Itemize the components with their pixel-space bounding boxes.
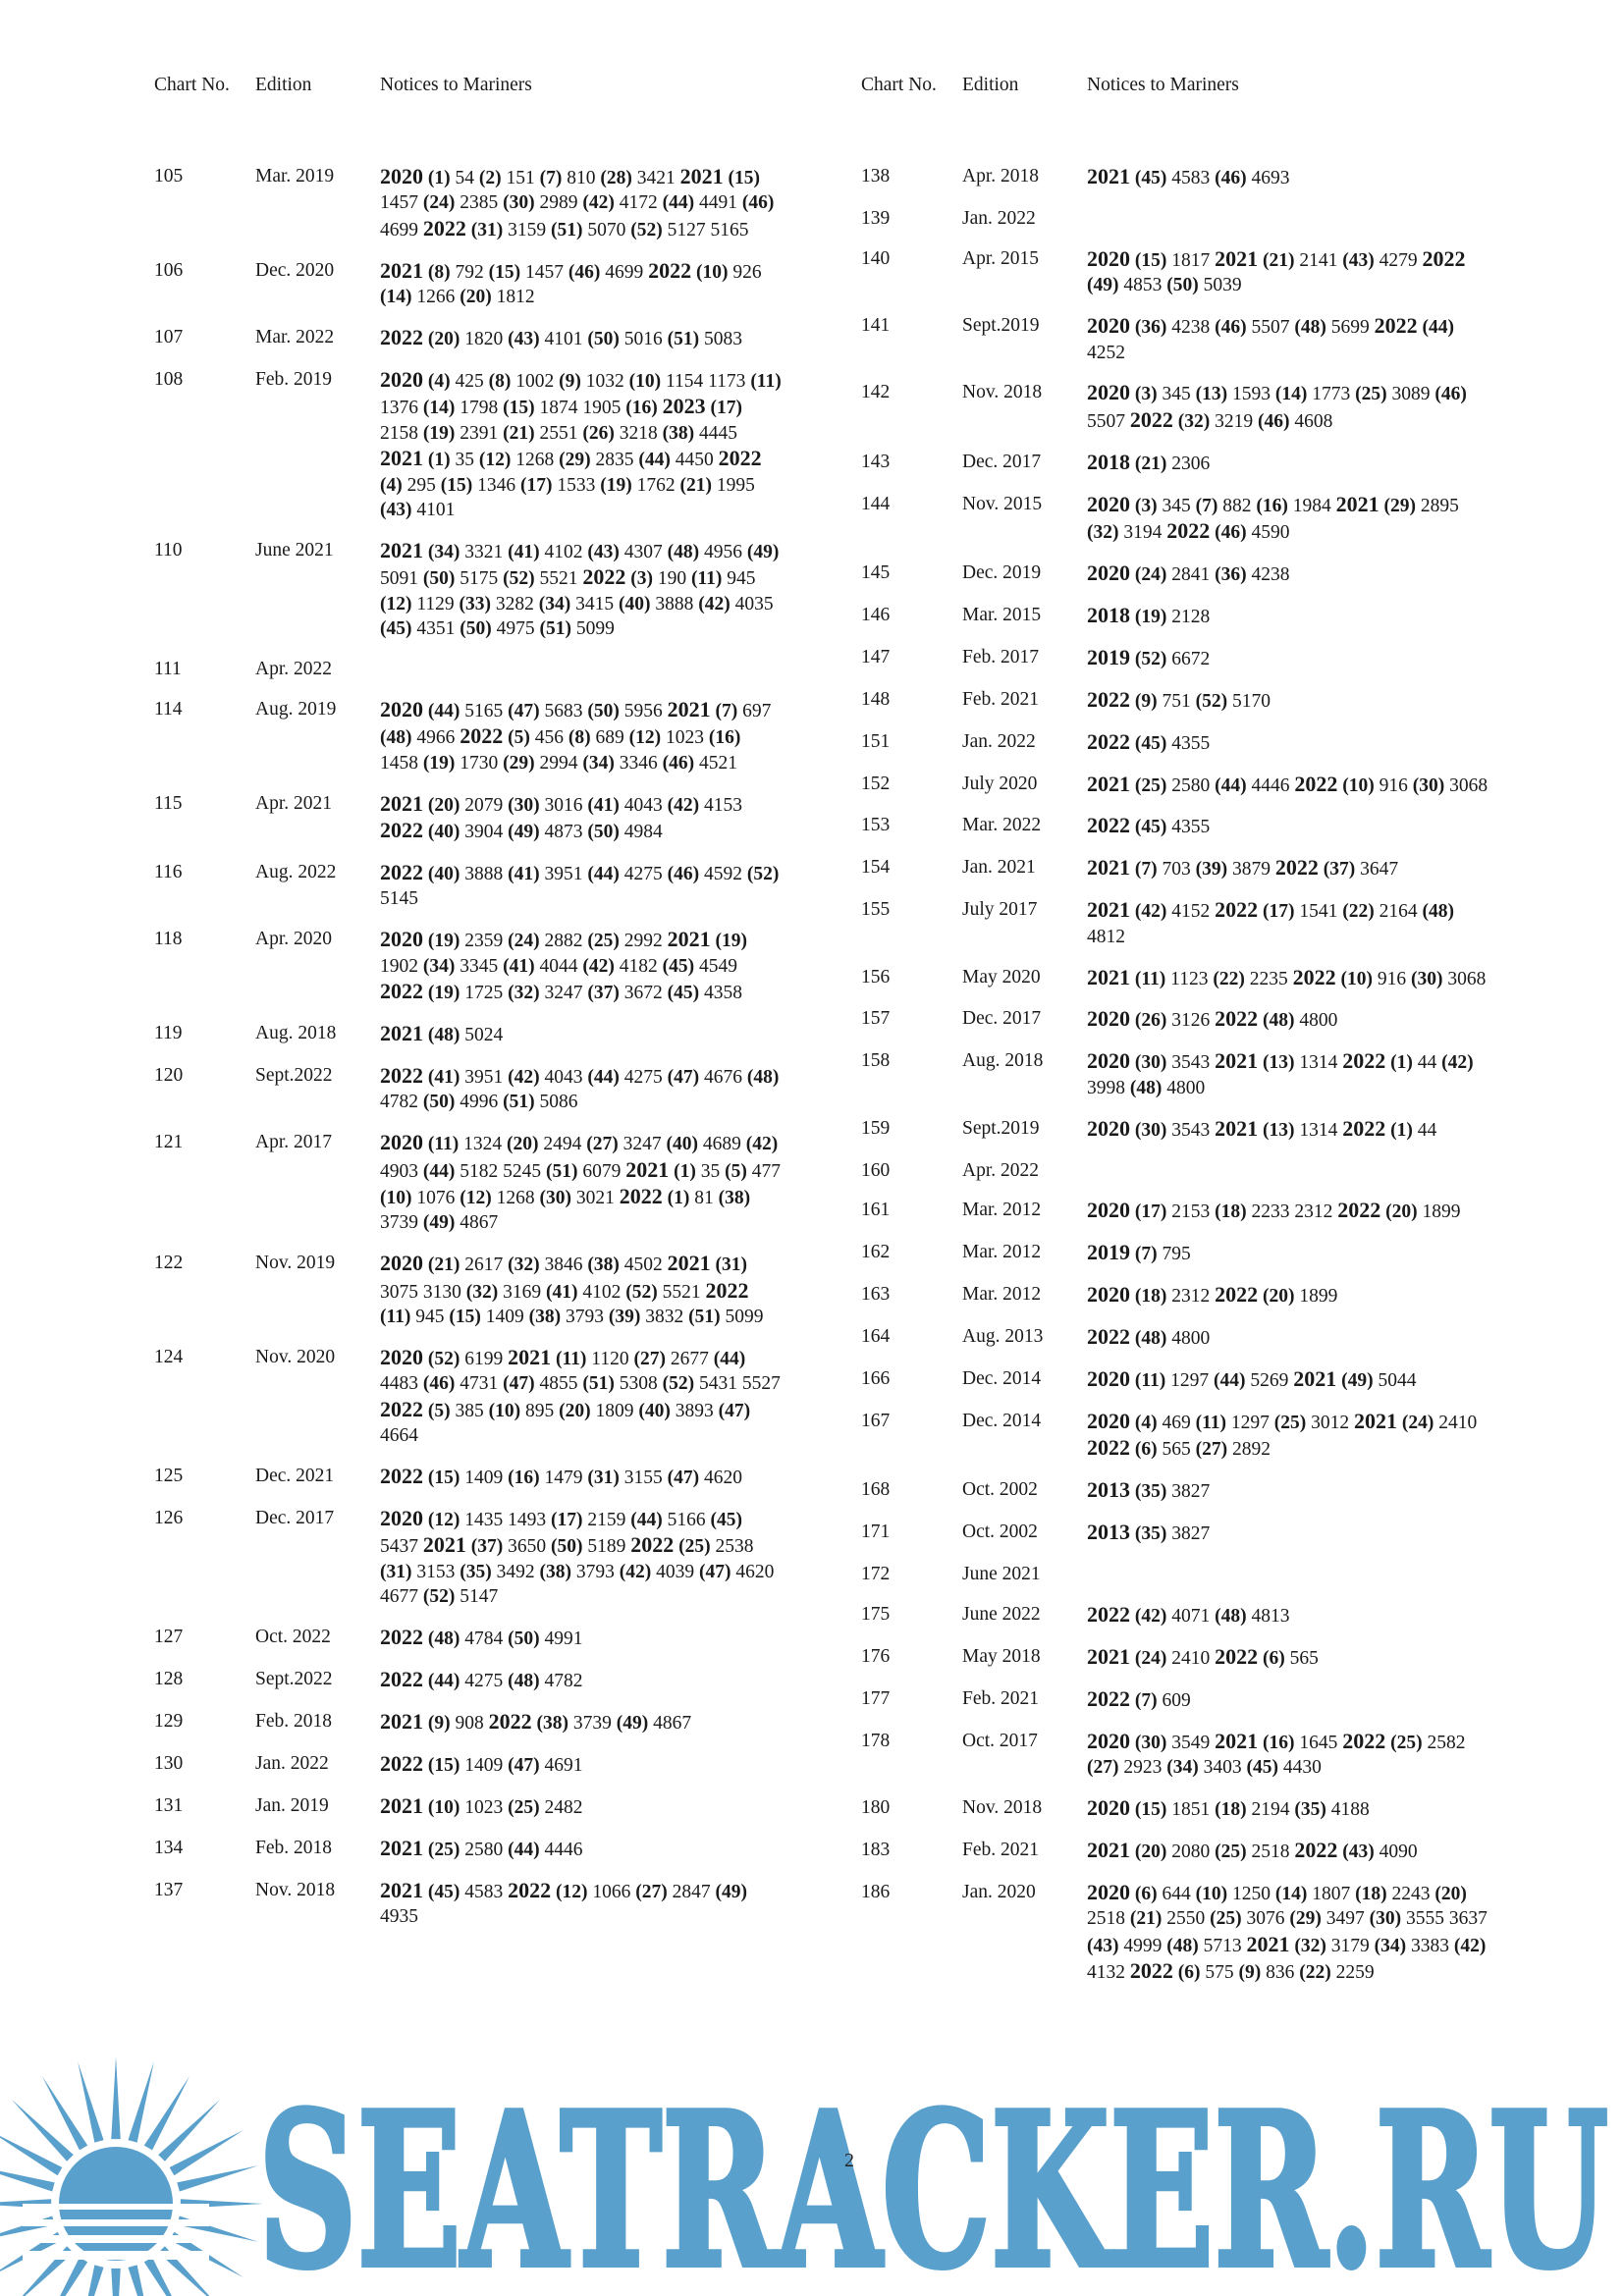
edition-date: Mar. 2012 xyxy=(962,1242,1042,1263)
chart-number: 161 xyxy=(861,1200,891,1221)
edition-date: Dec. 2017 xyxy=(962,1008,1042,1030)
chart-row xyxy=(861,1477,1489,1504)
chart-row xyxy=(861,313,1489,365)
notices-list: 2020 (17) 2153 (18) 2233 2312 2022 (20) 1899 xyxy=(1087,1198,1461,1223)
edition-date: May 2020 xyxy=(962,966,1041,988)
notices-list: 2022 (48) 4800 xyxy=(1087,1324,1211,1350)
chart-number: 122 xyxy=(154,1253,184,1274)
chart-number: 153 xyxy=(861,815,891,836)
table-header xyxy=(154,73,783,122)
notices-list: 2020 (6) 644 (10) 1250 (14) 1807 (18) 2243 (20) 2518 (21) 2550 (25) 3076 (29) 3497 (30) 3555 3637 (43) 4999 (48) 5713 2021 (32) 3179 (34) 3383 (42) 4132 2022 (6) 575 (9) 836 (22) 2259 xyxy=(1087,1879,1488,1984)
notices-list: 2021 (20) 2080 (25) 2518 2022 (43) 4090 xyxy=(1087,1837,1418,1862)
edition-date: Oct. 2002 xyxy=(962,1479,1038,1501)
sun-ray xyxy=(128,2061,153,2143)
watermark xyxy=(0,2056,1623,2296)
notices-list: 2018 (21) 2306 xyxy=(1087,449,1211,474)
right-column xyxy=(861,73,1489,2001)
edition-date: July 2017 xyxy=(962,899,1038,921)
edition-date: Apr. 2015 xyxy=(962,247,1039,269)
chart-row xyxy=(154,1345,783,1449)
chart-number: 183 xyxy=(861,1839,891,1860)
notices-list: 2020 (4) 425 (8) 1002 (9) 1032 (10) 1154 1173 (11) 1376 (14) 1798 (15) 1874 1905 (16) 2023 (17) 2158 (19) 2391 (21) 2551 (26) 3218 (38) 4445 2021 (1) 35 (12) 1268 (29) 2835 (44) 4450 2022 (4) 295 (15) 1346 (17) 1533 (19) 1762 (21) 1995 (43) 4101 xyxy=(380,366,782,520)
header-notices: Notices to Mariners xyxy=(1087,75,1239,95)
edition-date: Sept.2022 xyxy=(255,1669,333,1690)
chart-number: 180 xyxy=(861,1797,891,1819)
notices-list: 2022 (48) 4784 (50) 4991 xyxy=(380,1625,583,1650)
chart-number: 148 xyxy=(861,688,891,710)
chart-row xyxy=(861,1838,1489,1864)
chart-number: 140 xyxy=(861,247,891,269)
chart-row xyxy=(861,561,1489,587)
edition-date: Feb. 2017 xyxy=(962,646,1039,667)
edition-date: Aug. 2018 xyxy=(962,1050,1044,1072)
notices-list: 2013 (35) 3827 xyxy=(1087,1477,1211,1503)
chart-row xyxy=(861,1602,1489,1629)
chart-number: 111 xyxy=(154,659,182,679)
edition-date: Jan. 2022 xyxy=(962,207,1036,229)
edition-date: Dec. 2017 xyxy=(962,451,1042,472)
chart-number: 159 xyxy=(861,1117,891,1139)
notices-list: 2020 (12) 1435 1493 (17) 2159 (44) 5166 (45) 5437 2021 (37) 3650 (50) 5189 2022 (25) 2538 (31) 3153 (35) 3492 (38) 3793 (42) 4039 (47) 4620 4677 (52) 5147 xyxy=(380,1506,775,1608)
chart-row xyxy=(861,1006,1489,1033)
header-chart-no: Chart No. xyxy=(861,75,937,95)
chart-number: 107 xyxy=(154,327,184,348)
chart-row xyxy=(861,1795,1489,1822)
chart-number: 178 xyxy=(861,1730,891,1751)
header-notices: Notices to Mariners xyxy=(380,75,532,95)
chart-row xyxy=(861,603,1489,629)
sun-ray xyxy=(177,2165,258,2191)
chart-row xyxy=(861,855,1489,881)
edition-date: Oct. 2022 xyxy=(255,1627,331,1648)
edition-date: Nov. 2019 xyxy=(255,1253,336,1274)
chart-number: 134 xyxy=(154,1837,184,1858)
chart-number: 129 xyxy=(154,1711,184,1732)
notices-list: 2021 (48) 5024 xyxy=(380,1020,504,1045)
notices-list xyxy=(1087,1158,1489,1183)
chart-row xyxy=(861,1366,1489,1393)
edition-date: Apr. 2018 xyxy=(962,166,1039,187)
notices-list: 2019 (7) 795 xyxy=(1087,1240,1191,1265)
edition-date: Apr. 2017 xyxy=(255,1132,332,1153)
notices-list: 2021 (20) 2079 (30) 3016 (41) 4043 (42) 4153 2022 (40) 3904 (49) 4873 (50) 4984 xyxy=(380,790,742,843)
header-edition: Edition xyxy=(962,75,1019,95)
edition-date: Aug. 2019 xyxy=(255,698,337,720)
notices-list: 2020 (18) 2312 2022 (20) 1899 xyxy=(1087,1282,1338,1308)
notices-list: 2020 (3) 345 (13) 1593 (14) 1773 (25) 3089 (46) 5507 2022 (32) 3219 (46) 4608 xyxy=(1087,380,1467,432)
chart-row xyxy=(861,1880,1489,1986)
chart-row xyxy=(154,1130,783,1236)
notices-list xyxy=(380,657,783,681)
notices-list: 2020 (30) 3549 2021 (16) 1645 2022 (25) 2582 (27) 2923 (34) 3403 (45) 4430 xyxy=(1087,1728,1466,1779)
chart-row xyxy=(861,729,1489,756)
edition-date: Sept.2019 xyxy=(962,315,1040,337)
chart-row xyxy=(861,772,1489,798)
edition-date: Oct. 2002 xyxy=(962,1522,1038,1543)
header-chart-no: Chart No. xyxy=(154,75,230,95)
chart-row xyxy=(861,1158,1489,1183)
chart-row xyxy=(861,897,1489,949)
edition-date: Jan. 2020 xyxy=(962,1881,1036,1902)
chart-number: 116 xyxy=(154,861,183,882)
notices-list: 2021 (7) 703 (39) 3879 2022 (37) 3647 xyxy=(1087,855,1399,881)
chart-row xyxy=(154,927,783,1005)
notices-list: 2022 (45) 4355 xyxy=(1087,728,1211,754)
chart-number: 120 xyxy=(154,1064,184,1086)
edition-date: Apr. 2022 xyxy=(962,1159,1039,1181)
edition-date: Nov. 2015 xyxy=(962,493,1043,514)
chart-row xyxy=(861,492,1489,546)
notices-list: 2021 (11) 1123 (22) 2235 2022 (10) 916 (30) 3068 xyxy=(1087,964,1487,989)
chart-row xyxy=(154,367,783,522)
notices-list: 2020 (11) 1324 (20) 2494 (27) 3247 (40) 4689 (42) 4903 (44) 5182 5245 (51) 6079 2021 (1) 35 (5) 477 (10) 1076 (12) 1268 (30) 3021 2022 (1) 81 (38) 3739 (49) 4867 xyxy=(380,1130,781,1234)
notices-list xyxy=(1087,1562,1489,1586)
edition-date: Jan. 2019 xyxy=(255,1794,329,1816)
notices-list: 2022 (7) 609 xyxy=(1087,1685,1191,1711)
page-number: 2 xyxy=(844,2150,854,2171)
chart-row xyxy=(861,164,1489,190)
edition-date: Feb. 2021 xyxy=(962,688,1039,710)
edition-date: July 2020 xyxy=(962,773,1038,794)
chart-number: 143 xyxy=(861,451,891,472)
notices-list: 2020 (36) 4238 (46) 5507 (48) 5699 2022 (44) 4252 xyxy=(1087,313,1454,363)
edition-date: May 2018 xyxy=(962,1645,1041,1667)
edition-date: Oct. 2017 xyxy=(962,1730,1038,1751)
chart-number: 105 xyxy=(154,166,184,187)
chart-row xyxy=(154,1063,783,1115)
chart-number: 162 xyxy=(861,1242,891,1263)
notices-list: 2022 (45) 4355 xyxy=(1087,813,1211,838)
chart-number: 139 xyxy=(861,207,891,229)
chart-row xyxy=(861,1240,1489,1266)
edition-date: Mar. 2022 xyxy=(255,327,335,348)
chart-number: 166 xyxy=(861,1368,891,1390)
chart-number: 157 xyxy=(861,1008,891,1030)
chart-number: 163 xyxy=(861,1284,891,1306)
chart-number: 176 xyxy=(861,1645,891,1667)
edition-date: Feb. 2021 xyxy=(962,1839,1039,1860)
notices-list xyxy=(1087,206,1489,231)
chart-number: 172 xyxy=(861,1564,891,1585)
edition-date: Dec. 2021 xyxy=(255,1466,335,1487)
sun-stripe xyxy=(23,2251,209,2260)
edition-date: Nov. 2018 xyxy=(962,1797,1043,1819)
notices-list: 2021 (8) 792 (15) 1457 (46) 4699 2022 (10) 926 (14) 1266 (20) 1812 xyxy=(380,257,762,308)
chart-row xyxy=(861,1116,1489,1143)
chart-number: 186 xyxy=(861,1881,891,1902)
edition-date: Aug. 2018 xyxy=(255,1022,337,1043)
notices-list: 2020 (3) 345 (7) 882 (16) 1984 2021 (29) 2895 (32) 3194 2022 (46) 4590 xyxy=(1087,491,1459,544)
sun-stripe xyxy=(23,2219,209,2226)
chart-number: 130 xyxy=(154,1752,184,1774)
notices-list: 2022 (9) 751 (52) 5170 xyxy=(1087,686,1271,712)
notices-list: 2021 (24) 2410 2022 (6) 565 xyxy=(1087,1643,1319,1669)
chart-row xyxy=(861,1048,1489,1100)
chart-number: 145 xyxy=(861,561,891,583)
notices-list: 2022 (15) 1409 (47) 4691 xyxy=(380,1750,583,1776)
chart-number: 131 xyxy=(154,1794,184,1816)
chart-row xyxy=(154,1793,783,1820)
chart-number: 110 xyxy=(154,539,183,561)
chart-row xyxy=(154,1251,783,1329)
header-edition: Edition xyxy=(255,75,312,95)
chart-row xyxy=(154,258,783,310)
chart-row xyxy=(154,538,783,642)
chart-row xyxy=(154,1464,783,1490)
edition-date: Feb. 2018 xyxy=(255,1837,332,1858)
sun-ray xyxy=(144,2258,189,2296)
chart-row xyxy=(861,1562,1489,1586)
chart-number: 128 xyxy=(154,1669,184,1690)
notices-list: 2020 (4) 469 (11) 1297 (25) 3012 2021 (24) 2410 2022 (6) 565 (27) 2892 xyxy=(1087,1409,1478,1461)
chart-row xyxy=(861,645,1489,671)
sun-ray xyxy=(0,2165,55,2191)
chart-number: 118 xyxy=(154,929,183,950)
edition-date: June 2021 xyxy=(962,1564,1041,1585)
edition-date: Dec. 2020 xyxy=(255,259,335,281)
notices-list: 2021 (25) 2580 (44) 4446 2022 (10) 916 (30) 3068 xyxy=(1087,771,1488,796)
edition-date: Feb. 2021 xyxy=(962,1687,1039,1709)
chart-number: 142 xyxy=(861,382,891,403)
notices-list: 2019 (52) 6672 xyxy=(1087,644,1211,669)
chart-number: 126 xyxy=(154,1508,184,1529)
chart-number: 151 xyxy=(861,730,891,752)
chart-number: 154 xyxy=(861,857,891,879)
notices-list: 2020 (44) 5165 (47) 5683 (50) 5956 2021 (7) 697 (48) 4966 2022 (5) 456 (8) 689 (12) 1023 (16) 1458 (19) 1730 (29) 2994 (34) 3346 (46) 4521 xyxy=(380,696,772,774)
edition-date: Sept.2022 xyxy=(255,1064,333,1086)
chart-row xyxy=(861,687,1489,714)
notices-list: 2021 (45) 4583 (46) 4693 xyxy=(1087,164,1290,188)
edition-date: Apr. 2020 xyxy=(255,929,332,950)
chart-number: 168 xyxy=(861,1479,891,1501)
chart-number: 175 xyxy=(861,1604,891,1626)
chart-number: 125 xyxy=(154,1466,184,1487)
edition-date: June 2022 xyxy=(962,1604,1041,1626)
chart-row xyxy=(861,450,1489,476)
chart-number: 114 xyxy=(154,698,183,720)
edition-date: Mar. 2015 xyxy=(962,604,1042,625)
chart-number: 138 xyxy=(861,166,891,187)
chart-row xyxy=(154,1751,783,1778)
chart-row xyxy=(154,1625,783,1651)
edition-date: Sept.2019 xyxy=(962,1117,1040,1139)
edition-date: Dec. 2014 xyxy=(962,1368,1042,1390)
chart-number: 115 xyxy=(154,792,183,814)
sun-stripe xyxy=(23,2204,209,2210)
edition-date: Apr. 2021 xyxy=(255,792,332,814)
notices-list: 2020 (15) 1851 (18) 2194 (35) 4188 xyxy=(1087,1795,1370,1821)
chart-number: 124 xyxy=(154,1347,184,1368)
edition-date: June 2021 xyxy=(255,539,334,561)
chart-row xyxy=(861,1644,1489,1671)
chart-number: 127 xyxy=(154,1627,184,1648)
chart-number: 177 xyxy=(861,1687,891,1709)
edition-date: Nov. 2020 xyxy=(255,1347,336,1368)
notices-list: 2022 (44) 4275 (48) 4782 xyxy=(380,1667,583,1692)
edition-date: Jan. 2022 xyxy=(962,730,1036,752)
chart-number: 147 xyxy=(861,646,891,667)
chart-row xyxy=(154,860,783,912)
chart-row xyxy=(861,1282,1489,1308)
chart-number: 156 xyxy=(861,966,891,988)
chart-row xyxy=(861,813,1489,839)
left-rows xyxy=(154,164,783,1929)
edition-date: Aug. 2022 xyxy=(255,861,337,882)
chart-number: 106 xyxy=(154,259,184,281)
notices-list: 2020 (1) 54 (2) 151 (7) 810 (28) 3421 2021 (15) 1457 (24) 2385 (30) 2989 (42) 4172 (44) 4491 (46) 4699 2022 (31) 3159 (51) 5070 (52) 5127 5165 xyxy=(380,164,775,240)
notices-list: 2020 (19) 2359 (24) 2882 (25) 2992 2021 (19) 1902 (34) 3345 (41) 4044 (42) 4182 (45) 4549 2022 (19) 1725 (32) 3247 (37) 3672 (45) 4358 xyxy=(380,927,747,1004)
chart-number: 155 xyxy=(861,899,891,921)
chart-number: 119 xyxy=(154,1022,183,1043)
notices-list: 2020 (24) 2841 (36) 4238 xyxy=(1087,560,1290,585)
chart-row xyxy=(154,1878,783,1930)
chart-row xyxy=(861,1198,1489,1224)
chart-number: 164 xyxy=(861,1326,891,1348)
chart-row xyxy=(154,1667,783,1693)
chart-number: 167 xyxy=(861,1411,891,1431)
chart-row xyxy=(154,325,783,351)
chart-row xyxy=(154,164,783,242)
notices-list: 2022 (42) 4071 (48) 4813 xyxy=(1087,1602,1290,1628)
edition-date: Feb. 2018 xyxy=(255,1711,332,1732)
edition-date: Aug. 2013 xyxy=(962,1326,1044,1348)
notices-list: 2022 (40) 3888 (41) 3951 (44) 4275 (46) 4592 (52) 5145 xyxy=(380,859,780,910)
chart-number: 158 xyxy=(861,1050,891,1072)
chart-row xyxy=(861,380,1489,434)
sun-ray xyxy=(111,2056,120,2139)
chart-row xyxy=(861,1520,1489,1546)
chart-row xyxy=(154,657,783,681)
notices-list: 2021 (25) 2580 (44) 4446 xyxy=(380,1835,583,1860)
notices-list: 2021 (45) 4583 2022 (12) 1066 (27) 2847 (49) 4935 xyxy=(380,1877,747,1928)
sun-icon xyxy=(0,2056,263,2296)
notices-list: 2021 (34) 3321 (41) 4102 (43) 4307 (48) 4956 (49) 5091 (50) 5175 (52) 5521 2022 (3) 190 (11) 945 (12) 1129 (33) 3282 (34) 3415 (40) 3888 (42) 4035 (45) 4351 (50) 4975 (51) 5099 xyxy=(380,537,780,640)
sun-ray xyxy=(111,2269,120,2296)
chart-row xyxy=(154,1709,783,1735)
notices-list: 2022 (41) 3951 (42) 4043 (44) 4275 (47) 4676 (48) 4782 (50) 4996 (51) 5086 xyxy=(380,1062,780,1113)
chart-number: 121 xyxy=(154,1132,184,1153)
notices-list: 2020 (21) 2617 (32) 3846 (38) 4502 2021 (31) 3075 3130 (32) 3169 (41) 4102 (52) 5521 2022 (11) 945 (15) 1409 (38) 3793 (39) 3832 (51) 5099 xyxy=(380,1251,764,1328)
edition-date: Dec. 2014 xyxy=(962,1411,1042,1431)
watermark-text: SEATRACKER.RU xyxy=(258,2066,1608,2296)
sun-ray xyxy=(158,2100,220,2162)
chart-number: 152 xyxy=(861,773,891,794)
table-header xyxy=(861,73,1489,122)
edition-date: Mar. 2019 xyxy=(255,166,335,187)
notices-list: 2021 (9) 908 2022 (38) 3739 (49) 4867 xyxy=(380,1709,692,1734)
notices-list: 2021 (42) 4152 2022 (17) 1541 (22) 2164 (48) 4812 xyxy=(1087,897,1454,947)
notices-list: 2020 (52) 6199 2021 (11) 1120 (27) 2677 (44) 4483 (46) 4731 (47) 4855 (51) 5308 (52) 5431 5527 2022 (5) 385 (10) 895 (20) 1809 (40) 3893 (47) 4664 xyxy=(380,1345,781,1447)
notices-list: 2021 (10) 1023 (25) 2482 xyxy=(380,1792,583,1818)
chart-row xyxy=(154,791,783,845)
sun-ray xyxy=(78,2061,103,2143)
chart-number: 137 xyxy=(154,1879,184,1900)
chart-row xyxy=(154,1506,783,1610)
chart-row xyxy=(154,1836,783,1862)
sun-stripe xyxy=(23,2235,209,2243)
edition-date: Dec. 2017 xyxy=(255,1508,335,1529)
chart-number: 171 xyxy=(861,1522,891,1543)
chart-number: 146 xyxy=(861,604,891,625)
edition-date: Mar. 2012 xyxy=(962,1200,1042,1221)
edition-date: Jan. 2021 xyxy=(962,857,1036,879)
edition-date: Jan. 2022 xyxy=(255,1752,329,1774)
chart-number: 144 xyxy=(861,493,891,514)
chart-row xyxy=(861,246,1489,298)
edition-date: Mar. 2022 xyxy=(962,815,1042,836)
notices-list: 2022 (15) 1409 (16) 1479 (31) 3155 (47) 4620 xyxy=(380,1464,742,1489)
edition-date: Dec. 2019 xyxy=(962,561,1042,583)
edition-date: Feb. 2019 xyxy=(255,368,332,390)
chart-row xyxy=(861,1686,1489,1713)
right-rows xyxy=(861,164,1489,1986)
chart-row xyxy=(861,1409,1489,1463)
edition-date: Nov. 2018 xyxy=(962,382,1043,403)
notices-list: 2013 (35) 3827 xyxy=(1087,1520,1211,1545)
notices-list: 2022 (20) 1820 (43) 4101 (50) 5016 (51) 5083 xyxy=(380,325,742,350)
chart-row xyxy=(861,206,1489,231)
notices-list: 2020 (30) 3543 2021 (13) 1314 2022 (1) 44 xyxy=(1087,1115,1437,1141)
sun-ray xyxy=(12,2100,74,2162)
chart-number: 141 xyxy=(861,315,891,337)
edition-date: Nov. 2018 xyxy=(255,1879,336,1900)
chart-number: 160 xyxy=(861,1159,891,1181)
chart-row xyxy=(861,965,1489,991)
notices-list: 2020 (26) 3126 2022 (48) 4800 xyxy=(1087,1006,1338,1032)
chart-row xyxy=(861,1729,1489,1781)
notices-list: 2020 (11) 1297 (44) 5269 2021 (49) 5044 xyxy=(1087,1366,1417,1392)
chart-number: 108 xyxy=(154,368,184,390)
chart-row xyxy=(154,697,783,775)
chart-row xyxy=(154,1021,783,1047)
notices-list: 2018 (19) 2128 xyxy=(1087,602,1211,627)
sun-ray xyxy=(42,2258,87,2296)
edition-date: Mar. 2012 xyxy=(962,1284,1042,1306)
edition-date: Apr. 2022 xyxy=(255,659,332,679)
chart-row xyxy=(861,1324,1489,1351)
notices-list: 2020 (30) 3543 2021 (13) 1314 2022 (1) 44 (42) 3998 (48) 4800 xyxy=(1087,1048,1474,1098)
notices-list: 2020 (15) 1817 2021 (21) 2141 (43) 4279 2022 (49) 4853 (50) 5039 xyxy=(1087,245,1466,296)
left-column xyxy=(154,73,783,1945)
